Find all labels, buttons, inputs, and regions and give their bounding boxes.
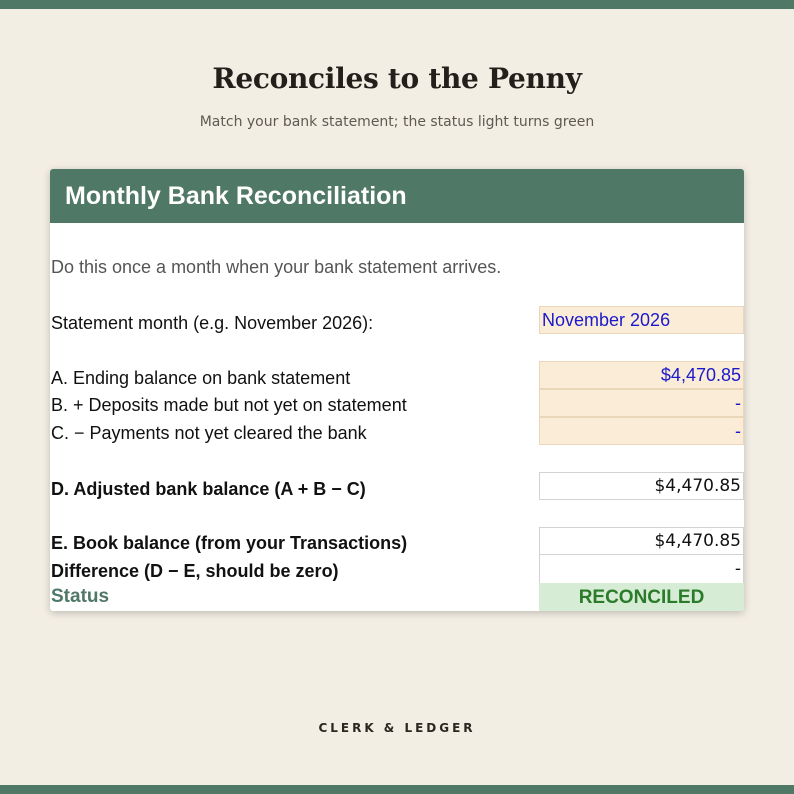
sheet-header: [50, 169, 744, 223]
top-accent-band: [0, 0, 794, 9]
row-d-label: D. Adjusted bank balance (A + B − C): [51, 479, 366, 499]
row-d-adjusted-balance-value: $4,470.85: [539, 472, 744, 500]
row-a-ending-balance-input[interactable]: $4,470.85: [539, 361, 744, 389]
instruction-note: Do this once a month when your bank statement arrives.: [51, 257, 502, 277]
brand-wordmark: CLERK & LEDGER: [318, 721, 476, 735]
reconciliation-sheet: [50, 169, 744, 611]
status-label: Status: [51, 586, 110, 607]
row-e-label: E. Book balance (from your Transactions): [51, 533, 408, 553]
row-e-book-balance-value: $4,470.85: [539, 527, 744, 555]
page-subtitle: Match your bank statement; the status light turns green: [199, 114, 595, 130]
page-title: Reconciles to the Penny: [212, 62, 582, 95]
bottom-accent-band: [0, 785, 794, 794]
status-badge: RECONCILED: [539, 583, 744, 611]
difference-value: -: [539, 555, 744, 583]
row-b-deposits-input[interactable]: -: [539, 389, 744, 417]
statement-month-input[interactable]: November 2026: [539, 306, 744, 334]
row-c-payments-input[interactable]: -: [539, 417, 744, 445]
row-a-label: A. Ending balance on bank statement: [51, 368, 351, 388]
row-c-label: C. − Payments not yet cleared the bank: [51, 423, 367, 443]
difference-label: Difference (D − E, should be zero): [51, 561, 339, 581]
sheet-title: Monthly Bank Reconciliation: [65, 182, 407, 210]
row-b-label: B. + Deposits made but not yet on statement: [51, 395, 407, 415]
statement-month-label: Statement month (e.g. November 2026):: [51, 313, 374, 333]
